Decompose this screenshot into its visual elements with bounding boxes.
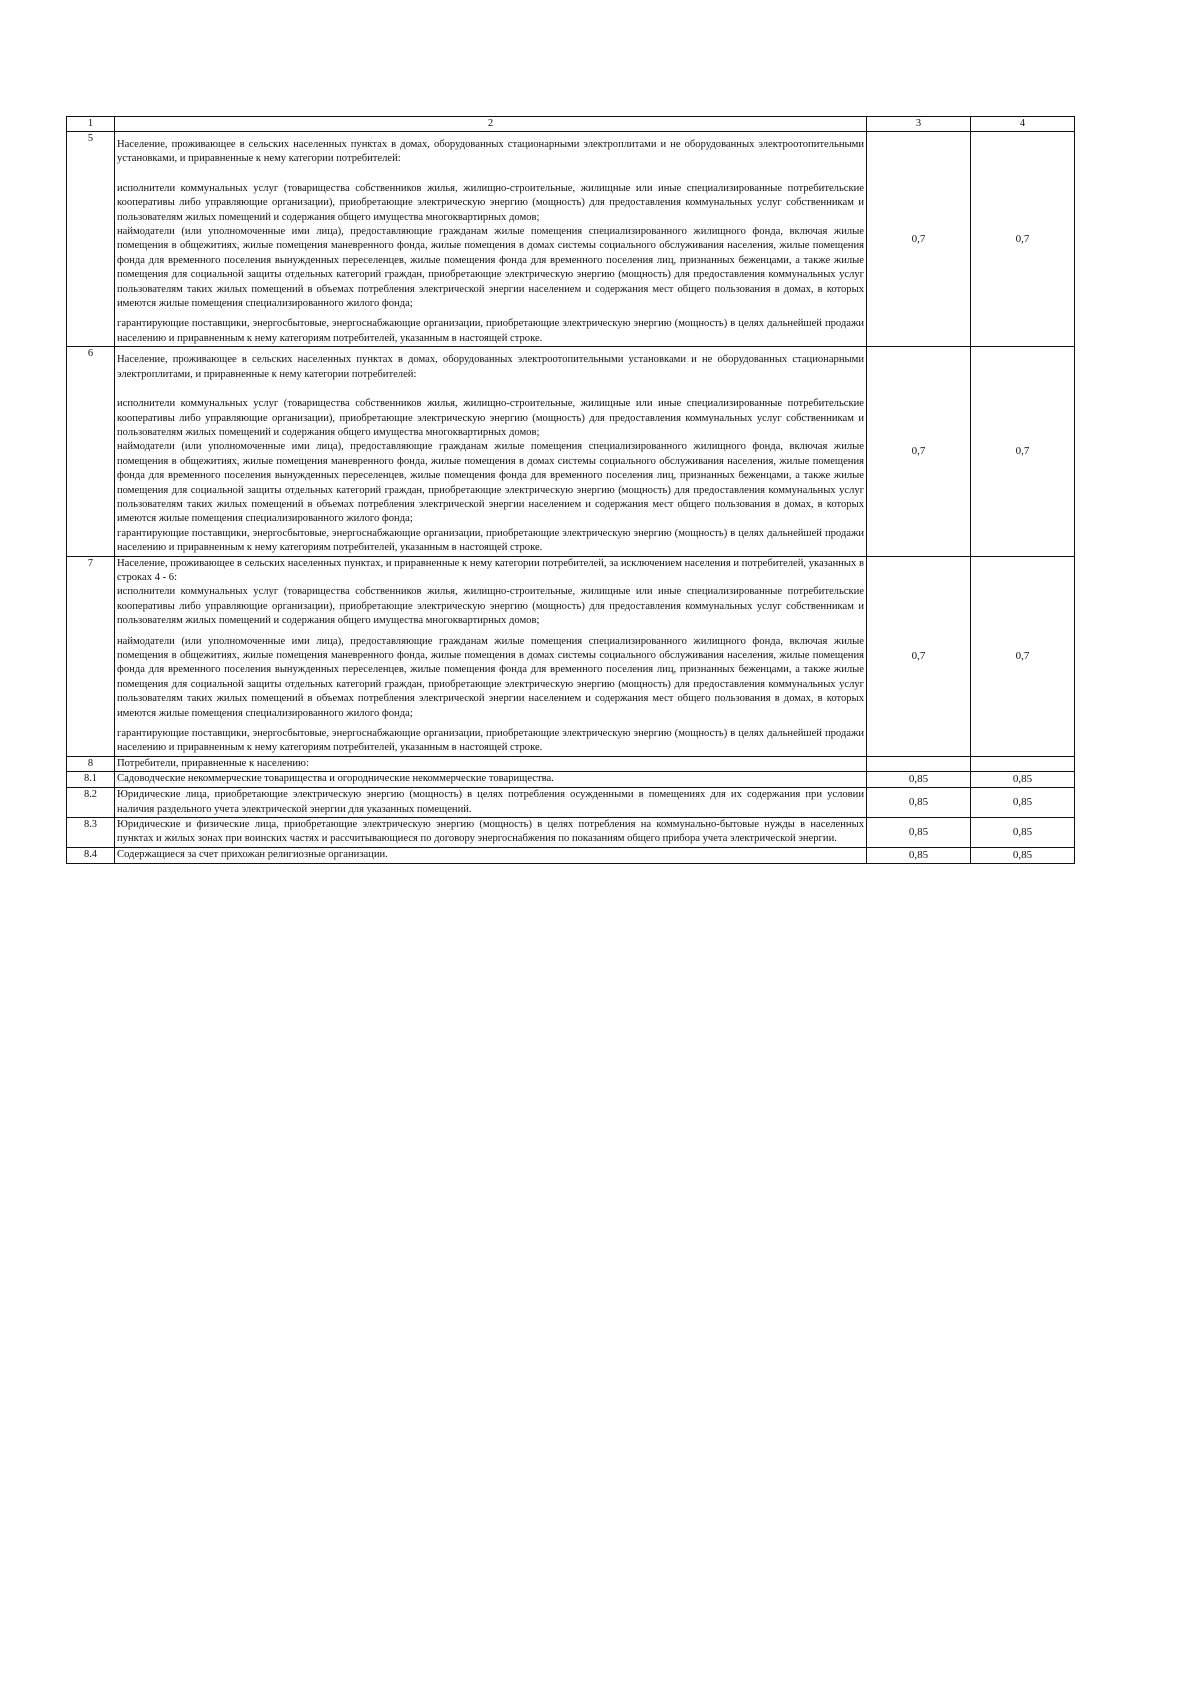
header-cell-2: 2: [115, 117, 867, 132]
table-row: [67, 132, 1075, 347]
paragraph: Население, проживающее в сельских населенных пунктах, и приравненные к нему категории потребителей, за исключением населения и потребителей, указанных в строках 4 - 6:: [117, 557, 864, 583]
row-number: 8.2: [67, 788, 115, 818]
value-col-4: 0,85: [971, 847, 1075, 863]
header-cell-1: 1: [67, 117, 115, 132]
row-number: 8: [67, 756, 115, 771]
table-row: [67, 347, 1075, 556]
value-col-4: 0,85: [971, 818, 1075, 848]
row-description: [115, 556, 867, 756]
value-col-3: [867, 756, 971, 771]
paragraph: исполнители коммунальных услуг (товарищества собственников жилья, жилищно-строительные, жилищные или иные специализированные потребительские кооперативы либо управляющие организации), приобретающие электрическую энергию (мощность) для предоставления коммунальных услуг собственникам и пользователям жилых помещений и содержания общего имущества многоквартирных домов;: [117, 182, 864, 223]
row-description: Потребители, приравненные к населению:: [115, 756, 867, 771]
header-cell-4: 4: [971, 117, 1075, 132]
document-page: [66, 116, 1074, 864]
row-description: Садоводческие некоммерческие товарищества и огороднические некоммерческие товарищества.: [115, 772, 867, 788]
tariff-coefficients-table: [66, 116, 1075, 864]
value-col-3: 0,7: [867, 132, 971, 347]
paragraph: гарантирующие поставщики, энергосбытовые, энергоснабжающие организации, приобретающие электрическую энергию (мощность) в целях дальнейшей продажи населению и приравненным к нему категориям потребителей, указанным в настоящей строке.: [117, 527, 864, 554]
row-number: 7: [67, 556, 115, 756]
header-cell-3: 3: [867, 117, 971, 132]
paragraph: наймодатели (или уполномоченные ими лица), предоставляющие гражданам жилые помещения специализированного жилищного фонда, включая жилые помещения в общежитиях, жилые помещения маневренного фонда, жилые помещения в домах системы социального обслуживания населения, жилые помещения фонда для временного поселения вынужденных переселенцев, жилые помещения фонда для временного поселения лиц, признанных беженцами, а также жилые помещения для социальной защиты отдельных категорий граждан, приобретающие электрическую энергию (мощность) для предоставления коммунальных услуг пользователям таких жилых помещений в объемах потребления электрической энергии населением и содержания мест общего пользования в домах, в которых имеются жилые помещения специализированного жилого фонда;: [117, 441, 864, 525]
value-col-4: 0,85: [971, 788, 1075, 818]
row-description: Юридические и физические лица, приобретающие электрическую энергию (мощность) в целях потребления на коммунально-бытовые нужды в населенных пунктах и жилых зонах при воинских частях и рассчитывающиеся по договору энергоснабжения по показаниям общего прибора учета электрической энергии.: [115, 818, 867, 848]
row-number: 8.4: [67, 847, 115, 863]
value-col-4: [971, 756, 1075, 771]
paragraph: Население, проживающее в сельских населенных пунктах в домах, оборудованных электроотопительными установками и не оборудованных стационарными электроплитами, и приравненные к нему категории потребителей:: [117, 354, 864, 380]
value-col-3: 0,85: [867, 788, 971, 818]
value-col-4: 0,85: [971, 772, 1075, 788]
value-col-3: 0,85: [867, 847, 971, 863]
paragraph: гарантирующие поставщики, энергосбытовые, энергоснабжающие организации, приобретающие электрическую энергию (мощность) в целях дальнейшей продажи населению и приравненным к нему категориям потребителей, указанным в настоящей строке.: [117, 728, 864, 754]
table-header-row: [67, 117, 1075, 132]
paragraph: исполнители коммунальных услуг (товарищества собственников жилья, жилищно-строительные, жилищные или иные специализированные потребительские кооперативы либо управляющие организации), приобретающие электрическую энергию (мощность) для предоставления коммунальных услуг собственникам и пользователям жилых помещений и содержания общего имущества многоквартирных домов;: [117, 398, 864, 438]
value-col-3: 0,85: [867, 772, 971, 788]
row-description: Юридические лица, приобретающие электрическую энергию (мощность) в целях потребления осужденными в помещениях для их содержания при условии наличия раздельного учета электрической энергии для указанных помещений.: [115, 788, 867, 818]
paragraph: исполнители коммунальных услуг (товарищества собственников жилья, жилищно-строительные, жилищные или иные специализированные потребительские кооперативы либо управляющие организации), приобретающие электрическую энергию (мощность) для предоставления коммунальных услуг собственникам и пользователям жилых помещений и содержания общего имущества многоквартирных домов;: [117, 586, 864, 627]
value-col-4: 0,7: [971, 132, 1075, 347]
value-col-4: 0,7: [971, 556, 1075, 756]
table-row: [67, 847, 1075, 863]
paragraph: наймодатели (или уполномоченные ими лица), предоставляющие гражданам жилые помещения специализированного жилищного фонда, включая жилые помещения в общежитиях, жилые помещения маневренного фонда, жилые помещения в домах системы социального обслуживания населения, жилые помещения фонда для временного поселения вынужденных переселенцев, жилые помещения фонда для временного поселения лиц, признанных беженцами, а также жилые помещения для социальной защиты отдельных категорий граждан, приобретающие электрическую энергию (мощность) для предоставления коммунальных услуг пользователям таких жилых помещений в объемах потребления электрической энергии населением и содержания мест общего пользования в домах, в которых имеются жилые помещения специализированного жилого фонда;: [117, 635, 864, 719]
value-col-3: 0,7: [867, 556, 971, 756]
row-description: [115, 132, 867, 347]
table-row: [67, 788, 1075, 818]
table-row: [67, 818, 1075, 848]
table-row: [67, 756, 1075, 771]
row-description: [115, 347, 867, 556]
paragraph: наймодатели (или уполномоченные ими лица), предоставляющие гражданам жилые помещения специализированного жилищного фонда, включая жилые помещения в общежитиях, жилые помещения маневренного фонда, жилые помещения в домах системы социального обслуживания населения, жилые помещения фонда для временного поселения вынужденных переселенцев, жилые помещения фонда для временного поселения лиц, признанных беженцами, а также жилые помещения для социальной защиты отдельных категорий граждан, приобретающие электрическую энергию (мощность) для предоставления коммунальных услуг пользователям таких жилых помещений в объемах потребления электрической энергии населением и содержания мест общего пользования в домах, в которых имеются жилые помещения специализированного жилого фонда;: [117, 226, 864, 310]
table-row: [67, 772, 1075, 788]
value-col-4: 0,7: [971, 347, 1075, 556]
value-col-3: 0,7: [867, 347, 971, 556]
row-number: 5: [67, 132, 115, 347]
row-number: 8.3: [67, 818, 115, 848]
row-number: 8.1: [67, 772, 115, 788]
table-row: [67, 556, 1075, 756]
row-description: Содержащиеся за счет прихожан религиозные организации.: [115, 847, 867, 863]
value-col-3: 0,85: [867, 818, 971, 848]
paragraph: Население, проживающее в сельских населенных пунктах в домах, оборудованных стационарными электроплитами и не оборудованных электроотопительными установками, и приравненные к нему категории потребителей:: [117, 139, 864, 165]
row-number: 6: [67, 347, 115, 556]
paragraph: гарантирующие поставщики, энергосбытовые, энергоснабжающие организации, приобретающие электрическую энергию (мощность) в целях дальнейшей продажи населению и приравненным к нему категориям потребителей, указанным в настоящей строке.: [117, 318, 864, 344]
